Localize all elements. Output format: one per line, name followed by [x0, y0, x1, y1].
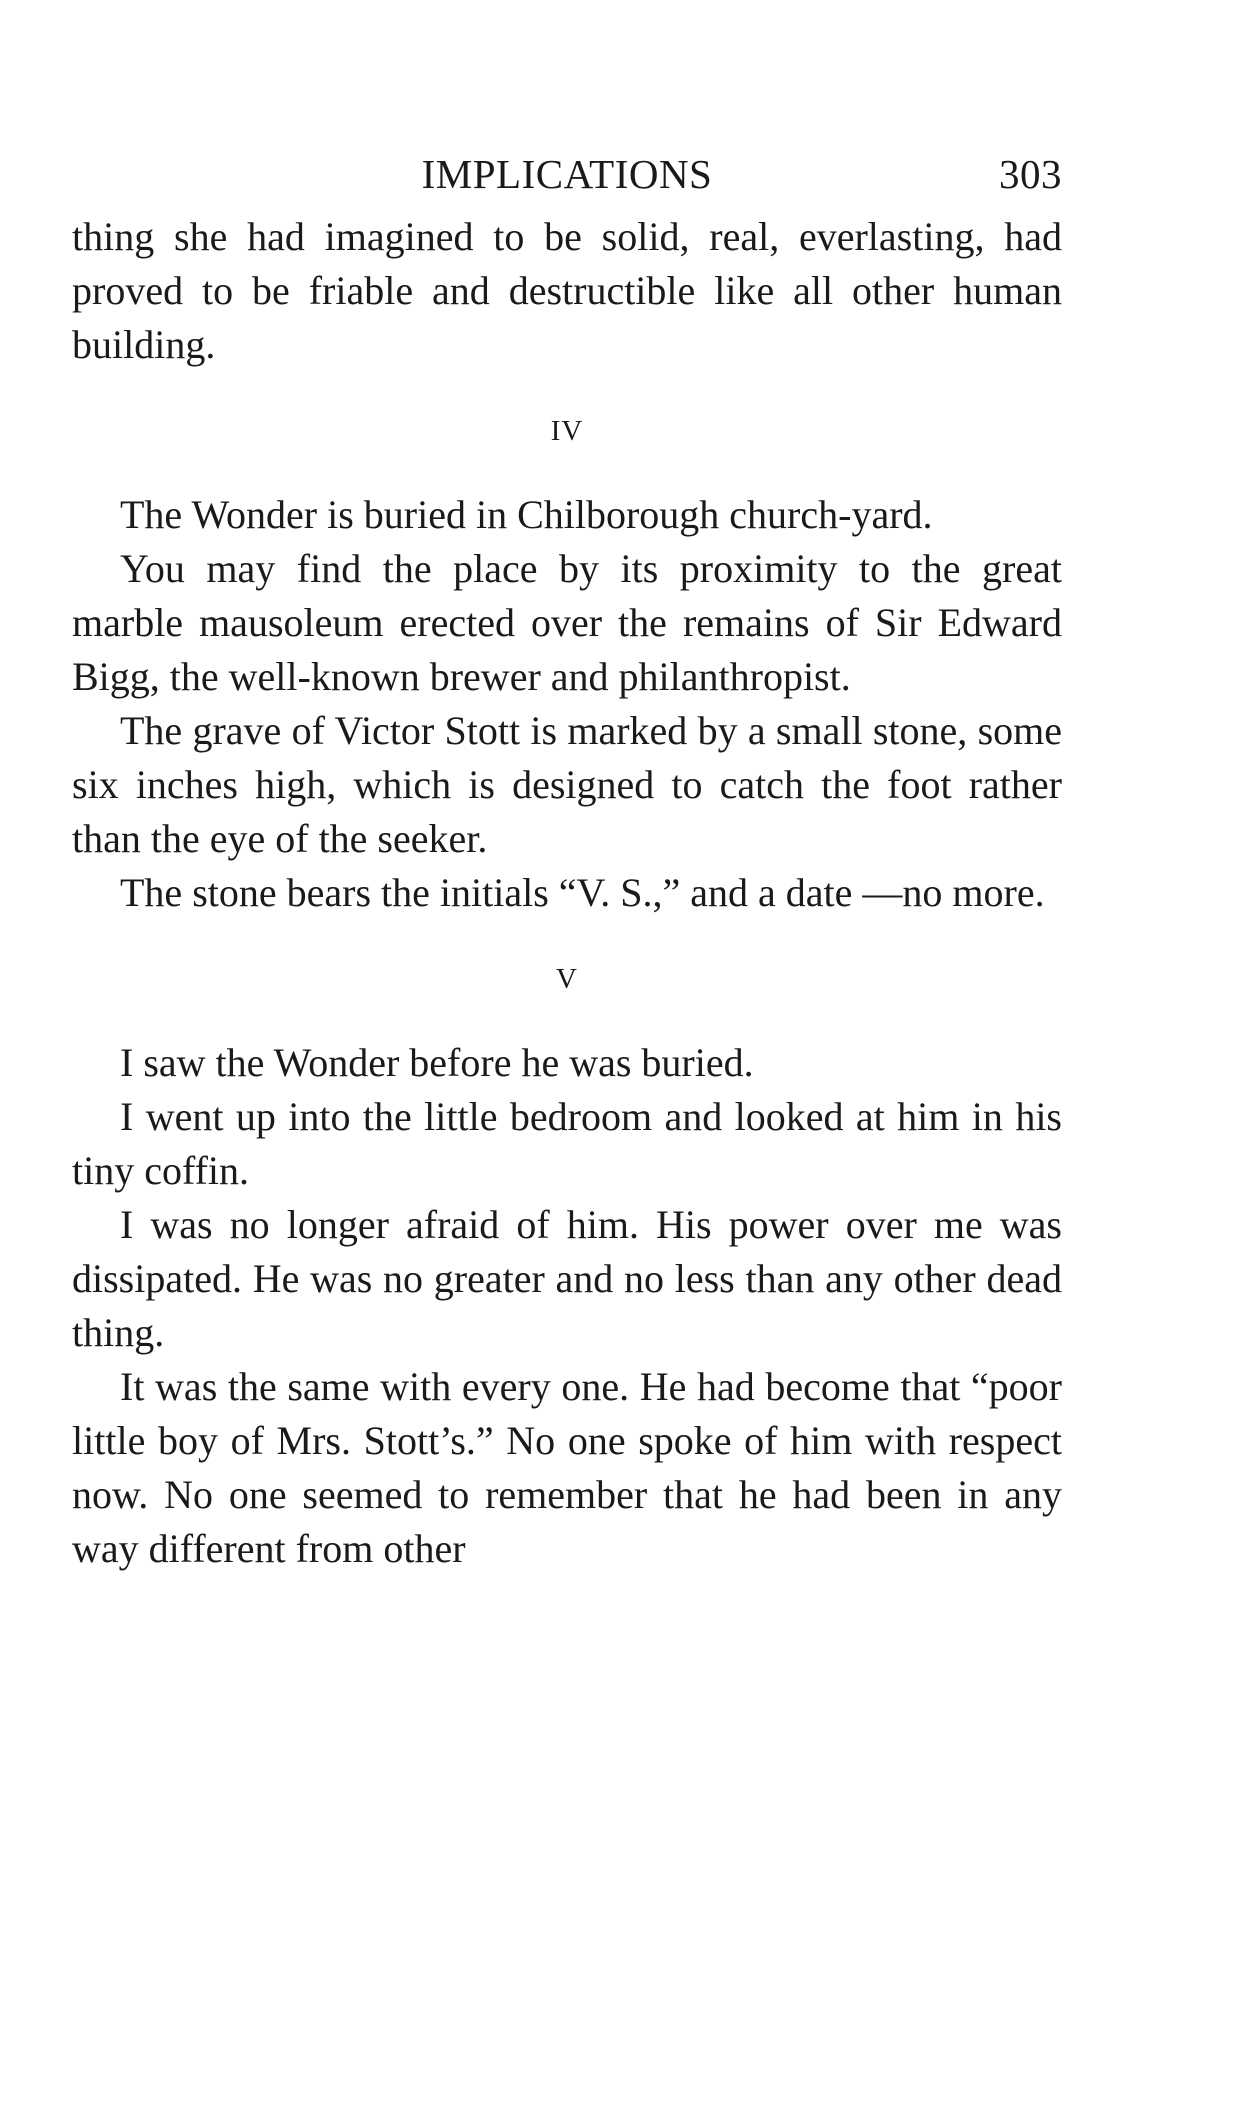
running-head [72, 150, 1062, 210]
paragraph: It was the same with every one. He had become that “poor little boy of Mrs. Stott’s.” No one spoke of him with respect now. No one seemed to remember that he had been in any way different from other [72, 1364, 1062, 1571]
paragraph: The Wonder is buried in Chilborough church-yard. [120, 492, 933, 537]
book-page [72, 150, 1062, 1576]
paragraph: I saw the Wonder before he was buried. [120, 1040, 754, 1085]
paragraph: I went up into the little bedroom and looked at him in his tiny coffin. [72, 1094, 1062, 1193]
section-numeral-v: V [556, 963, 578, 995]
page-number: 303 [999, 151, 1062, 197]
chapter-title: IMPLICATIONS [421, 151, 713, 197]
continuation-paragraph: thing she had imagined to be solid, real, everlasting, had proved to be friable and destructible like all other human building. [72, 214, 1062, 367]
paragraph: You may find the place by its proximity to the great marble mausoleum erected over the remains of Sir Edward Bigg, the well-known brewer and philanthropist. [72, 546, 1062, 699]
paragraph: The grave of Victor Stott is marked by a small stone, some six inches high, which is designed to catch the foot rather than the eye of the seeker. [72, 708, 1062, 861]
paragraph: I was no longer afraid of him. His power over me was dissipated. He was no greater and no less than any other dead thing. [72, 1202, 1062, 1355]
section-numeral-iv: IV [550, 415, 584, 447]
paragraph: The stone bears the initials “V. S.,” and a date —no more. [120, 870, 1045, 915]
